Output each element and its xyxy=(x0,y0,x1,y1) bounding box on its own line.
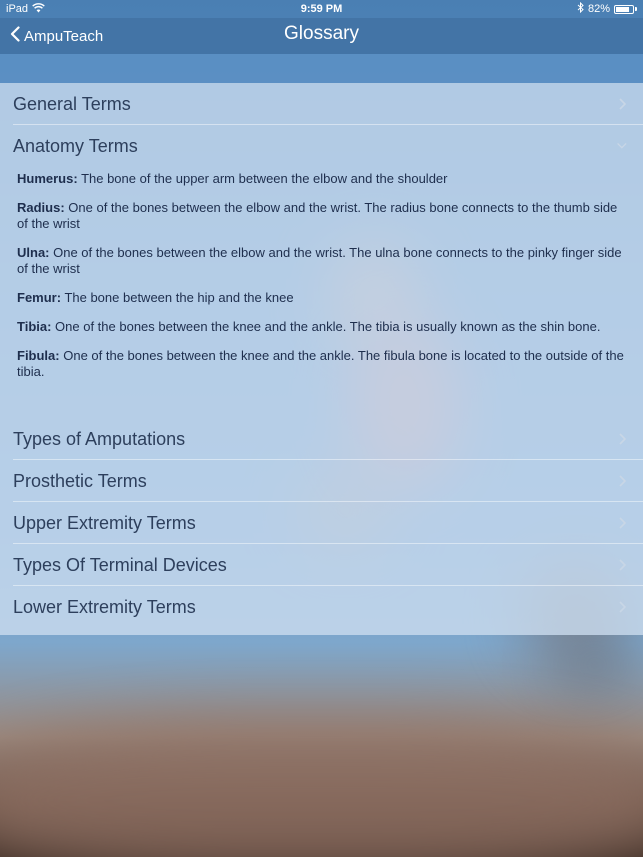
navigation-bar xyxy=(0,18,643,54)
chevron-right-icon xyxy=(617,97,627,111)
chevron-right-icon xyxy=(617,558,627,572)
section-general-terms[interactable] xyxy=(0,83,643,125)
page-title: Glossary xyxy=(284,23,359,44)
bluetooth-icon xyxy=(577,2,584,16)
definition-text: The bone of the upper arm between the elbow and the shoulder xyxy=(77,171,448,186)
background-blur xyxy=(560,640,630,690)
section-label: Lower Extremity Terms xyxy=(13,596,196,617)
chevron-right-icon xyxy=(617,432,627,446)
section-label: Upper Extremity Terms xyxy=(13,512,196,533)
definition-term: Fibula: xyxy=(17,348,60,363)
status-right xyxy=(577,2,637,16)
wifi-icon xyxy=(32,3,45,16)
definition-femur xyxy=(17,290,627,306)
definition-humerus xyxy=(17,171,627,187)
section-prosthetic-terms[interactable] xyxy=(0,460,643,502)
section-label: Prosthetic Terms xyxy=(13,470,147,491)
definition-radius xyxy=(17,200,627,232)
battery-cap xyxy=(635,7,637,11)
definition-term: Radius: xyxy=(17,200,65,215)
definition-text: One of the bones between the elbow and the wrist. The ulna bone connects to the pinky finger side of the wrist xyxy=(17,245,622,276)
definition-term: Ulna: xyxy=(17,245,50,260)
chevron-right-icon xyxy=(617,516,627,530)
section-upper-extremity-terms[interactable] xyxy=(0,502,643,544)
battery-percent: 82% xyxy=(587,3,610,15)
device-label: iPad xyxy=(6,3,29,15)
glossary-list xyxy=(0,83,643,635)
definition-text: One of the bones between the knee and the ankle. The fibula bone is located to the outside of the tibia. xyxy=(17,348,624,379)
chevron-right-icon xyxy=(617,474,627,488)
header-band xyxy=(0,54,643,83)
anatomy-definitions xyxy=(0,167,643,406)
section-label: Types Of Terminal Devices xyxy=(13,554,227,575)
chevron-down-icon xyxy=(615,140,627,152)
chevron-right-icon xyxy=(617,600,627,614)
definition-text: One of the bones between the knee and the ankle. The tibia is usually known as the shin bone. xyxy=(51,319,601,334)
section-label: Anatomy Terms xyxy=(13,135,138,156)
section-types-of-terminal-devices[interactable] xyxy=(0,544,643,586)
section-types-of-amputations[interactable] xyxy=(0,418,643,460)
section-lower-extremity-terms[interactable] xyxy=(0,586,643,628)
status-time: 9:59 PM xyxy=(300,3,343,15)
battery-fill xyxy=(616,7,629,12)
section-label: Types of Amputations xyxy=(13,428,186,449)
status-left xyxy=(6,3,45,16)
definition-term: Femur: xyxy=(17,290,62,305)
definition-text: The bone between the hip and the knee xyxy=(61,290,294,305)
battery-icon xyxy=(614,5,634,14)
status-bar xyxy=(0,0,643,18)
definition-text: One of the bones between the elbow and the wrist. The radius bone connects to the thumb side of the wrist xyxy=(17,200,618,231)
definition-fibula xyxy=(17,348,627,380)
definition-tibia xyxy=(17,319,627,335)
definition-term: Tibia: xyxy=(17,319,52,334)
definition-ulna xyxy=(17,245,627,277)
spacer xyxy=(0,406,643,418)
back-button-label: AmpuTeach xyxy=(24,27,104,45)
section-anatomy-terms[interactable] xyxy=(0,125,643,167)
section-label: General Terms xyxy=(13,93,131,114)
background-blur xyxy=(0,720,643,857)
definition-term: Humerus: xyxy=(17,171,78,186)
